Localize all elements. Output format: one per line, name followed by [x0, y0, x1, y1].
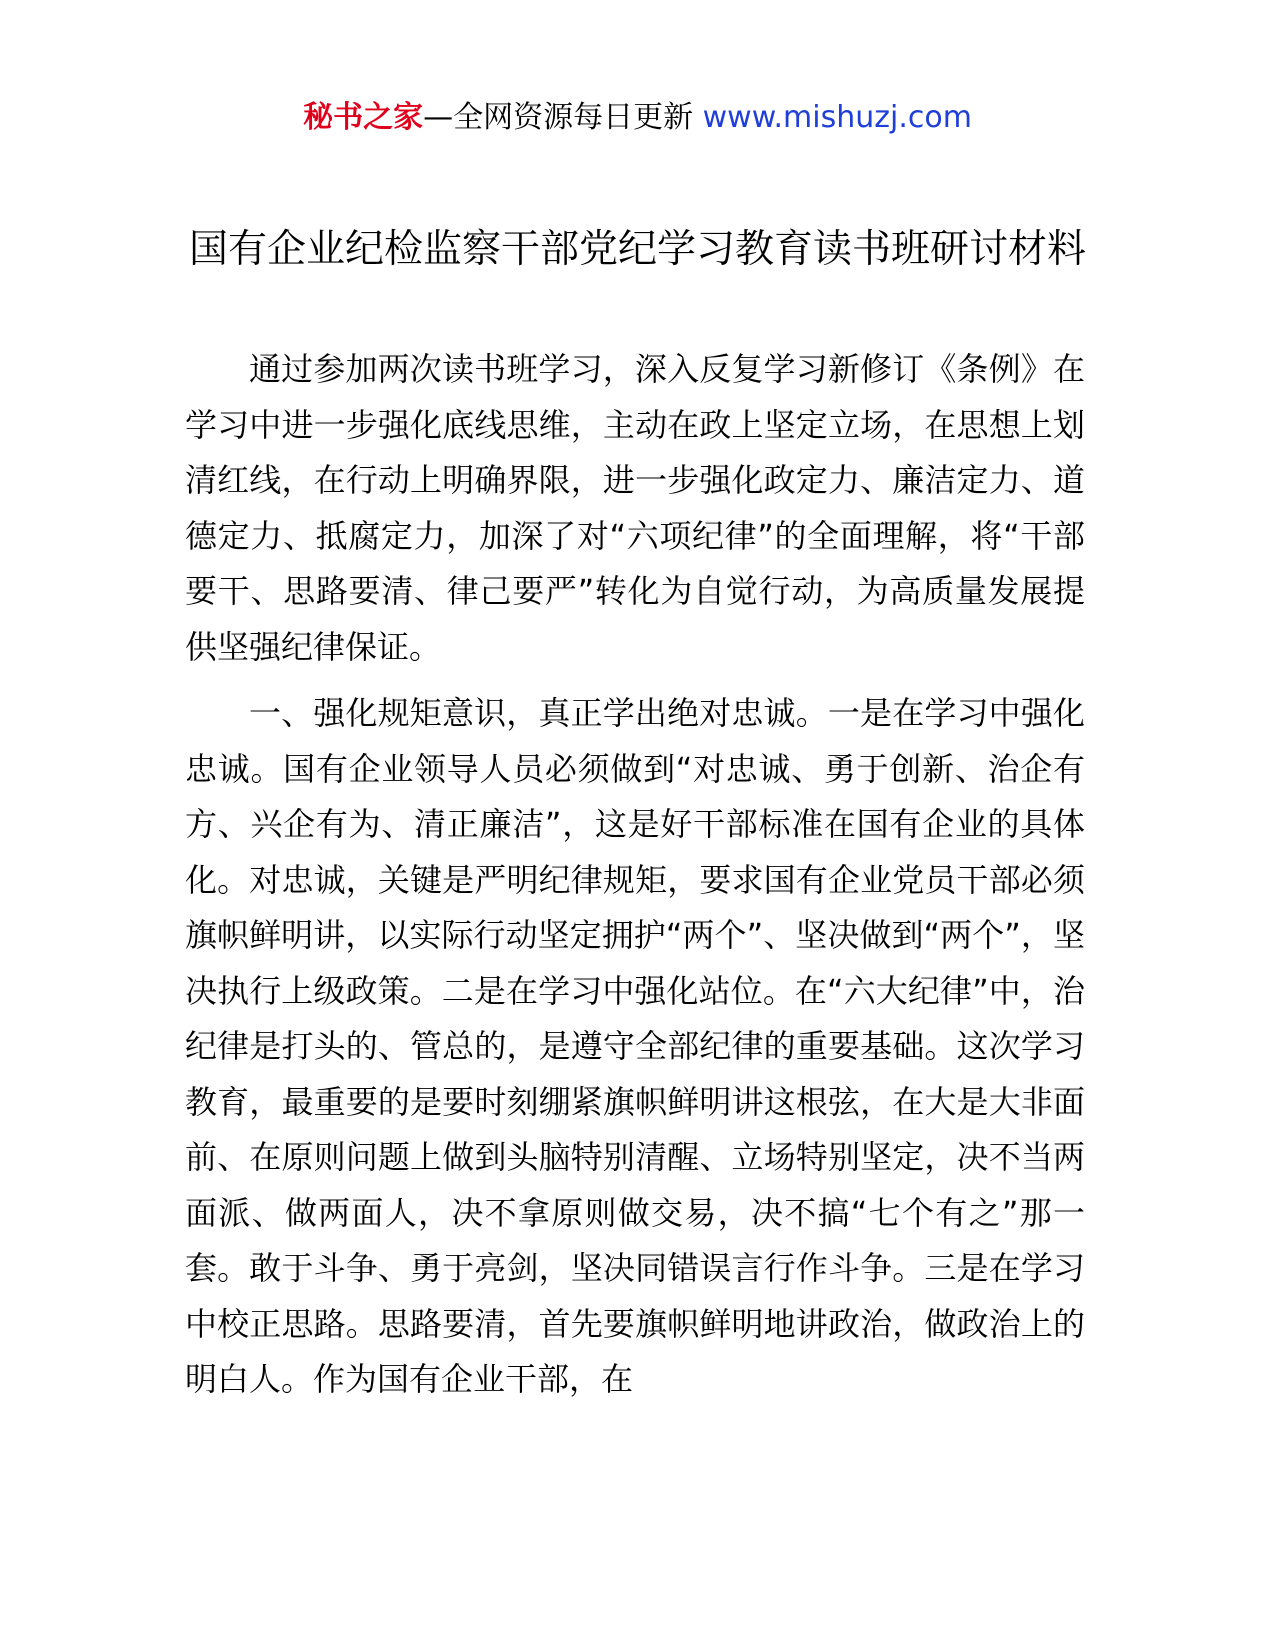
document-body	[185, 342, 1085, 1408]
header-brand: 秘书之家	[303, 100, 424, 135]
page-header	[0, 98, 1275, 138]
header-slogan: —全网资源每日更新	[423, 100, 703, 135]
document-title: 国有企业纪检监察干部党纪学习教育读书班研讨材料	[188, 227, 1086, 272]
paragraph-intro: 通过参加两次读书班学习，深入反复学习新修订《条例》在学习中进一步强化底线思维，主动在政上坚定立场，在思想上划清红线，在行动上明确界限，进一步强化政定力、廉洁定力、道德定力、抵腐定力，加深了对“六项纪律”的全面理解，将“干部要干、思路要清、律己要严”转化为自觉行动，为高质量发展提供坚强纪律保证。	[185, 350, 1085, 666]
paragraph-section-one: 一、强化规矩意识，真正学出绝对忠诚。一是在学习中强化忠诚。国有企业领导人员必须做到“对忠诚、勇于创新、治企有方、兴企有为、清正廉洁”，这是好干部标准在国有企业的具体化。对忠诚，关键是严明纪律规矩，要求国有企业党员干部必须旗帜鲜明讲，以实际行动坚定拥护“两个”、坚决做到“两个”，坚决执行上级政策。二是在学习中强化站位。在“六大纪律”中，治纪律是打头的、管总的，是遵守全部纪律的重要基础。这次学习教育，最重要的是要时刻绷紧旗帜鲜明讲这根弦，在大是大非面前、在原则问题上做到头脑特别清醒、立场特别坚定，决不当两面派、做两面人，决不拿原则做交易，决不搞“七个有之”那一套。敢于斗争、勇于亮剑，坚决同错误言行作斗争。三是在学习中校正思路。思路要清，首先要旗帜鲜明地讲政治，做政治上的明白人。作为国有企业干部，在	[185, 694, 1085, 1398]
header-site-link[interactable]: www.mishuzj.com	[702, 100, 972, 135]
